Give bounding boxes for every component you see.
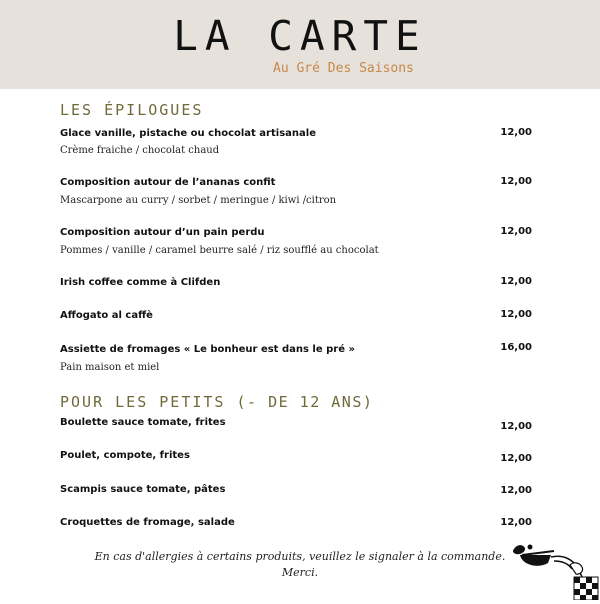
- allergy-note: [90, 549, 510, 581]
- item-name: Poulet, compote, frites: [60, 450, 190, 461]
- item-price: 12,00: [500, 176, 532, 187]
- item-price: 12,00: [500, 421, 532, 432]
- item-description: Pain maison et miel: [60, 362, 160, 373]
- item-price: 12,00: [500, 517, 532, 528]
- item-name: Assiette de fromages « Le bonheur est dans le pré »: [60, 344, 355, 355]
- item-price: 12,00: [500, 485, 532, 496]
- item-price: 12,00: [500, 276, 532, 287]
- page-title: LA CARTE: [173, 12, 427, 60]
- menu-header: [0, 0, 600, 89]
- item-name: Composition autour de l’ananas confit: [60, 177, 276, 188]
- section-title-note: (- DE 12 ANS): [236, 393, 374, 411]
- allergy-note-line: En cas d'allergies à certains produits, veuillez le signaler à la commande.: [94, 550, 506, 563]
- item-name: Glace vanille, pistache ou chocolat artisanale: [60, 128, 316, 139]
- section-title-epilogues: LES ÉPILOGUES: [60, 101, 204, 119]
- item-name: Croquettes de fromage, salade: [60, 517, 235, 528]
- item-price: 12,00: [500, 309, 532, 320]
- item-name: Irish coffee comme à Clifden: [60, 277, 221, 288]
- item-price: 16,00: [500, 342, 532, 353]
- chef-pouring-sauce-icon: [508, 541, 600, 600]
- item-description: Mascarpone au curry / sorbet / meringue / kiwi /citron: [60, 195, 337, 206]
- item-price: 12,00: [500, 127, 532, 138]
- item-price: 12,00: [500, 226, 532, 237]
- item-description: Pommes / vanille / caramel beurre salé / riz soufflé au chocolat: [60, 245, 379, 256]
- section-title-kids: [60, 393, 373, 411]
- item-name: Composition autour d’un pain perdu: [60, 227, 265, 238]
- allergy-note-thanks: Merci.: [281, 566, 319, 579]
- item-name: Boulette sauce tomate, frites: [60, 417, 226, 428]
- item-name: Scampis sauce tomate, pâtes: [60, 484, 226, 495]
- item-description: Crème fraiche / chocolat chaud: [60, 145, 220, 156]
- item-name: Affogato al caffè: [60, 310, 153, 321]
- page-subtitle: Au Gré Des Saisons: [273, 61, 414, 76]
- item-price: 12,00: [500, 453, 532, 464]
- section-title-text: POUR LES PETITS: [60, 393, 226, 411]
